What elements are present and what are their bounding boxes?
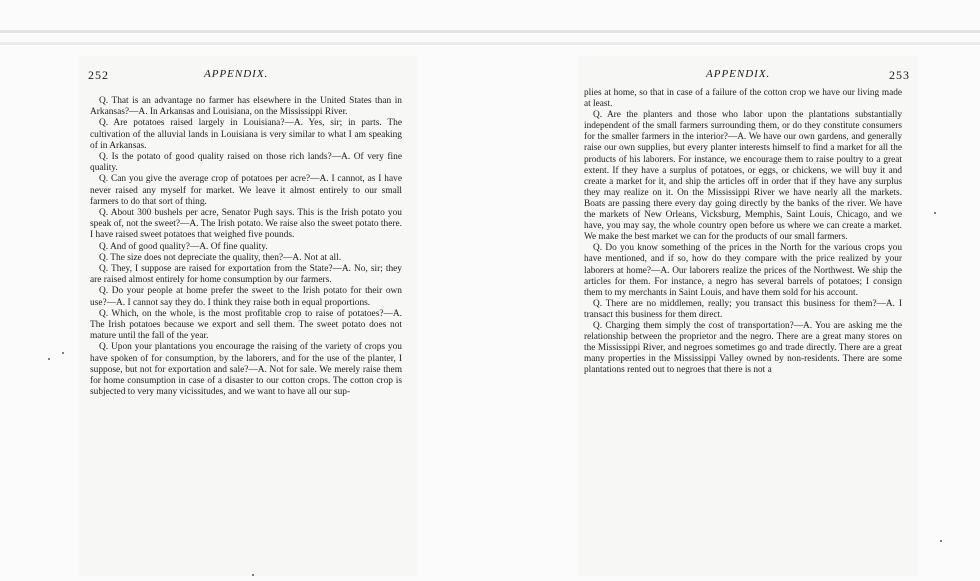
scan-speck	[48, 358, 50, 360]
left-page	[78, 56, 418, 576]
qa-paragraph: Q. Do your people at home prefer the sweet to the Irish potato for their own use?—A. I cannot say they do. I think they raise both in equal proportions.	[90, 286, 402, 308]
running-head: APPENDIX.	[204, 68, 269, 80]
scan-speck	[252, 574, 254, 576]
qa-paragraph: Q. That is an advantage no farmer has elsewhere in the United States than in Arkansas?—A. In Arkansas and Louisiana, on the Mississippi River.	[90, 96, 402, 118]
right-page	[578, 56, 918, 576]
scan-speck	[940, 540, 942, 542]
right-page-body	[584, 88, 902, 376]
page-number: 252	[88, 68, 109, 82]
qa-paragraph: Q. Charging them simply the cost of transportation?—A. You are asking me the relationship between the proprietor and the negro. There are a great many stores on the Mississippi River, and negroes sometimes go and trade directly. There are a great many properties in the Mississippi Valley owned by non-residents. There are some plantations rented out to negroes that there is not a	[584, 320, 902, 376]
page-number: 253	[889, 68, 910, 82]
scan-speck	[62, 352, 64, 354]
qa-paragraph: Q. Upon your plantations you encourage the raising of the variety of crops you have spoken of for consumption, by the laborers, and for the use of the planter, I suppose, but not for exportation and sale?—A. Not for sale. We merely raise them for home consumption in case of a disaster to our cotton crops. The cotton crop is subjected to very many vicissitudes, and we want to have all our sup-	[90, 342, 402, 398]
qa-paragraph: Q. There are no middlemen, really; you transact this business for them?—A. I transact this business for them direct.	[584, 298, 902, 320]
qa-paragraph: Q. The size does not depreciate the quality, then?—A. Not at all.	[99, 252, 342, 263]
running-head: APPENDIX.	[706, 68, 771, 80]
qa-paragraph: Q. And of good quality?—A. Of fine quality.	[99, 241, 268, 252]
scan-streak	[0, 42, 980, 45]
scan-streak	[0, 30, 980, 33]
qa-paragraph: Q. Do you know something of the prices in the North for the various crops you have mentioned, and if so, how do they compare with the price realized by your laborers at home?—A. Our laborers realize the prices of the Northwest. We ship the articles for them. For instance, a negro has several barrels of potatoes; I consign them to my merchants in Saint Louis, and have them sold for his account.	[584, 243, 902, 298]
qa-paragraph: Q. They, I suppose are raised for exportation from the State?—A. No, sir; they are raised almost entirely for home consumption by our farmers.	[90, 264, 402, 286]
left-page-header	[86, 68, 410, 84]
qa-paragraph: Q. Is the potato of good quality raised on those rich lands?—A. Of very fine quality.	[90, 152, 402, 174]
qa-paragraph: Q. About 300 bushels per acre, Senator Pugh says. This is the Irish potato you speak of, not the sweet?—A. The Irish potato. We raise also the sweet potato there. I have raised sweet potatoes that weighed five pounds.	[90, 208, 402, 241]
qa-paragraph: Q. Can you give the average crop of potatoes per acre?—A. I cannot, as I have never raised any myself for market. We leave it almost entirely to our small farmers to do that sort of thing.	[90, 174, 402, 207]
right-page-header	[586, 68, 910, 84]
continued-paragraph: plies at home, so that in case of a failure of the cotton crop we have our living made at least.	[584, 88, 902, 110]
left-page-body	[90, 96, 402, 398]
qa-paragraph: Q. Are the planters and those who labor upon the plantations substantially independent of the small farmers surrounding them, or do they constitute consumers for the smaller farmers in the interior?—A. We have our own gardens, and generally raise our own supplies, but every planter interests himself to find a market for all the products of his laborers. For instance, we encourage them to raise poultry to a great extent. If they have a surplus of potatoes, or eggs, or chickens, we will buy it and create a market for it, and ship the articles off in order that if they have any surplus they may realize on it. On the Mississippi River we have nearly all the markets. Boats are passing there every day going directly by the banks of the river. We have the markets of New Orleans, Vicksburg, Memphis, Saint Louis, Chicago, and we have, you may say, the whole country open before us where we can create a market. We make the best market we can for the products of our small farmers.	[584, 110, 902, 243]
qa-paragraph: Q. Are potatoes raised largely in Louisiana?—A. Yes, sir; in parts. The cultivation of the alluvial lands in Louisiana is very similar to what I am speaking of in Arkansas.	[90, 118, 402, 151]
scan-speck	[934, 212, 936, 214]
qa-paragraph: Q. Which, on the whole, is the most profitable crop to raise of potatoes?—A. The Irish potatoes because we export and sell them. The sweet potato does not mature until the fall of the year.	[90, 308, 402, 342]
